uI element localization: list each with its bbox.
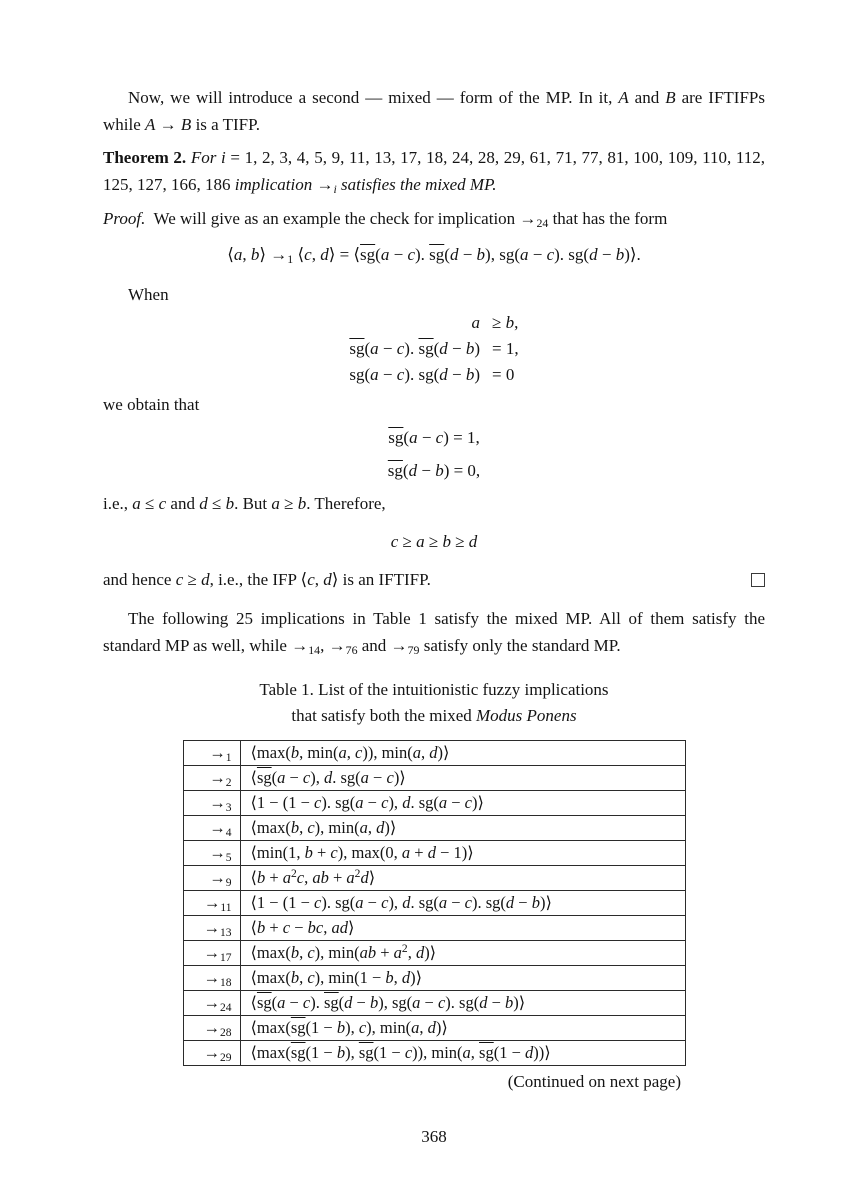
table-row bbox=[183, 741, 685, 766]
intro-paragraph: Now, we will introduce a second — mixed — form of the MP. In it, A and B are IFTIFPs while A → B is a TIFP. bbox=[103, 88, 765, 134]
conclusion-text: and hence c ≥ d, i.e., the IFP ⟨c, d⟩ is an IFTIFP. bbox=[103, 570, 431, 589]
table-row bbox=[183, 816, 685, 841]
continued-note: (Continued on next page) bbox=[507, 1072, 681, 1091]
implication-index: $\to_{24}$ bbox=[183, 991, 240, 1016]
implication-formula: ⟨max(b, min(a, c)), min(a, d)⟩ bbox=[240, 741, 685, 766]
table-caption-line2: that satisfy both the mixed Modus Ponens bbox=[291, 706, 577, 725]
implication-index: $\to_{28}$ bbox=[183, 1016, 240, 1041]
implication-index: $\to_3$ bbox=[183, 791, 240, 816]
implication-index: $\to_4$ bbox=[183, 816, 240, 841]
implication-formula: ⟨b + $a^2c$, ab + $a^2d⟩$ bbox=[240, 866, 685, 891]
implication-formula: ⟨max(b, c), min(1 − b, d)⟩ bbox=[240, 966, 685, 991]
implication-index: $\to_9$ bbox=[183, 866, 240, 891]
implication-index: $\to_{13}$ bbox=[183, 916, 240, 941]
implication-formula: $⟨\max(\overline{sg}(1 - b)$, $\overline{sg}(1 - c)$), min(a, $\overline{sg}(1$ − d))⟩ bbox=[240, 1041, 685, 1066]
table-caption bbox=[103, 677, 765, 729]
table-row bbox=[183, 916, 685, 941]
table-row bbox=[183, 991, 685, 1016]
table-caption-line1: Table 1. List of the intuitionistic fuzzy implications bbox=[259, 680, 609, 699]
table-row bbox=[183, 941, 685, 966]
implication-index: $\to_{17}$ bbox=[183, 941, 240, 966]
implication-index: $\to_5$ bbox=[183, 841, 240, 866]
implication-formula: ⟨1 − (1 − c). sg(a − c), d. sg(a − c). sg(d − b)⟩ bbox=[240, 891, 685, 916]
equation-inequality-chain: c ≥ a ≥ b ≥ d bbox=[390, 532, 478, 551]
table-row bbox=[183, 866, 685, 891]
implication-formula: ⟨min(1, b + c), max(0, a + d − 1)⟩ bbox=[240, 841, 685, 866]
implications-table bbox=[183, 740, 686, 1066]
when-text: When bbox=[128, 285, 169, 304]
aligned-eq-rhs: ≥ b, bbox=[492, 313, 519, 332]
page-number: 368 bbox=[421, 1127, 447, 1146]
implication-formula: ⟨1 − (1 − c). sg(a − c), d. sg(a − c)⟩ bbox=[240, 791, 685, 816]
proof-intro: Proof. We will give as an example the check for implication $\to_{24}$ that has the form bbox=[103, 209, 668, 230]
qed-box-icon bbox=[751, 573, 765, 587]
aligned-eq-lhs: a bbox=[471, 313, 481, 332]
aligned-eq-rhs: = 1, bbox=[492, 339, 519, 358]
equation-sg-db: $\overline{sg}(d - b) = 0$, bbox=[387, 461, 481, 480]
aligned-eq-lhs: sg(a − c). sg(d − b) bbox=[349, 365, 481, 384]
table-row bbox=[183, 1016, 685, 1041]
table-row bbox=[183, 766, 685, 791]
equation-sg-ac: $\overline{sg}(a - c) = 1$, bbox=[388, 428, 480, 447]
conclusion-line bbox=[103, 566, 765, 593]
implication-formula: ⟨max(b, c), $\min(ab + a^2$, d)⟩ bbox=[240, 941, 685, 966]
implication-index: $\to_2$ bbox=[183, 766, 240, 791]
table-row bbox=[183, 1041, 685, 1066]
ie-text: i.e., a ≤ c and d ≤ b. But a ≥ b. Therefore, bbox=[103, 494, 386, 513]
aligned-eq-rhs: = 0 bbox=[492, 365, 515, 384]
equation-implication-form: ⟨a, b⟩ $\to_1$ ⟨c, d⟩ = $⟨\overline{sg}(a - c)$. $\overline{sg}(d - b)$, sg(a − c). sg(d − b)⟩. bbox=[227, 245, 641, 266]
implications-table-body bbox=[183, 741, 685, 1066]
table-row bbox=[183, 791, 685, 816]
implication-formula: ⟨b + c − bc, ad⟩ bbox=[240, 916, 685, 941]
implication-formula: $⟨\overline{sg}(a - c)$. $\overline{sg}(d - b)$, sg(a − c). sg(d − b)⟩ bbox=[240, 991, 685, 1016]
table-intro-paragraph: The following 25 implications in Table 1 satisfy the mixed MP. All of them satisfy the standard MP as well, while $\to_{14}$, $\to_{76}$ and $\to_{79}$ satisfy only the standard MP. bbox=[103, 609, 765, 657]
aligned-eq-lhs: $\overline{sg}(a - c)$. $\overline{sg}(d - b)$ bbox=[349, 339, 481, 358]
implication-formula: $⟨\max(\overline{sg}(1 - b)$, c), min(a, d)⟩ bbox=[240, 1016, 685, 1041]
implication-index: $\to_{11}$ bbox=[183, 891, 240, 916]
obtain-text: we obtain that bbox=[103, 395, 200, 414]
implication-formula: $⟨\overline{sg}(a - c)$, d. sg(a − c)⟩ bbox=[240, 766, 685, 791]
implication-index: $\to_{18}$ bbox=[183, 966, 240, 991]
table-row bbox=[183, 841, 685, 866]
table-row bbox=[183, 966, 685, 991]
table-row bbox=[183, 891, 685, 916]
aligned-equations bbox=[349, 310, 518, 388]
implication-index: $\to_{29}$ bbox=[183, 1041, 240, 1066]
theorem-2: Theorem 2. For i = 1, 2, 3, 4, 5, 9, 11, 13, 17, 18, 24, 28, 29, 61, 71, 77, 81, 100, 109, 110, 112, 125, 127, 166, 186 implication $\to_i$ satisfies the mixed MP. bbox=[103, 148, 765, 196]
implication-index: $\to_1$ bbox=[183, 741, 240, 766]
implication-formula: ⟨max(b, c), min(a, d)⟩ bbox=[240, 816, 685, 841]
